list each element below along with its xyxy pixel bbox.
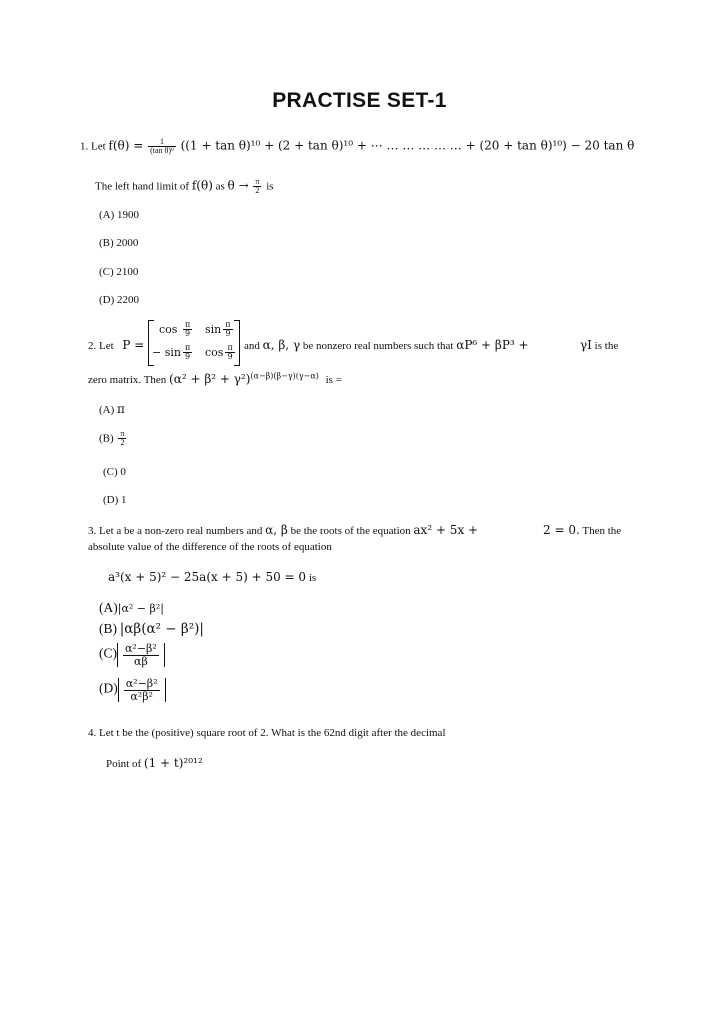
matrix-cell-21: [152, 344, 194, 362]
q3-opt-d-num: α²−β²: [125, 677, 158, 690]
q3-line1-text-c: Then the: [582, 525, 622, 537]
q3-opt-c-label: (C): [99, 645, 117, 661]
q2-p-equals: P =: [122, 338, 145, 352]
q3-option-d: [99, 678, 166, 702]
question-1-statement: [80, 138, 634, 156]
q3-line1-text-a: 3. Let a be a non-zero real numbers and: [88, 525, 263, 537]
q3-line1-text-b: be the roots of the equation: [290, 525, 411, 537]
q1-number: 1. Let: [80, 140, 106, 153]
q3-equation: [108, 570, 316, 584]
q1-two: 2: [255, 186, 260, 196]
q2-line2-text-b: is =: [325, 374, 342, 386]
q3-option-c: [99, 643, 165, 667]
q1-limit-func: f(θ): [191, 178, 213, 193]
q3-opt-d-label: (D): [99, 680, 118, 696]
q2-opt-a-value: π: [117, 402, 125, 416]
q3-line-2: absolute value of the difference of the roots of equation: [88, 541, 332, 553]
q2-equation-2: γI: [580, 338, 592, 352]
q2-line2-expr: (α² + β² + γ²): [169, 372, 251, 386]
q2-opt-a-label: (A): [99, 404, 115, 416]
q3-opt-c-den: αβ: [134, 654, 148, 668]
q2-lead: [88, 338, 144, 352]
m21-nine: 9: [185, 352, 191, 362]
page-title: PRACTISE SET-1: [272, 89, 447, 112]
m21-pi: π: [184, 343, 191, 352]
q2-opt-b-den: 2: [120, 438, 125, 448]
q1-limit-arrow: θ →: [227, 178, 249, 193]
q2-matrix: [148, 320, 240, 366]
m12-nine: 9: [225, 329, 231, 339]
m22-nine: 9: [227, 352, 233, 362]
q2-opt-b-label: (B): [99, 432, 114, 445]
q3-equation-expr: a³(x + 5)² − 25a(x + 5) + 50 = 0: [108, 570, 307, 584]
q2-text-b: be nonzero real numbers such that: [302, 340, 454, 352]
q4-line2-expr: (1 + t)²⁰¹²: [143, 756, 203, 770]
m11-pi: π: [184, 320, 191, 329]
q3-line-1: [88, 523, 478, 537]
q3-line-1-end: [543, 523, 621, 537]
q3-opt-b-label: (B): [99, 621, 117, 636]
q2-line2-text-a: zero matrix. Then: [88, 374, 167, 386]
matrix-cell-12: [205, 321, 235, 339]
q2-line-2: [88, 372, 342, 386]
q2-option-d: (D) 1: [103, 494, 127, 506]
m12-pi: π: [225, 320, 231, 329]
m12-text: sin: [205, 322, 222, 336]
q2-equation: αP⁶ + βP³ +: [456, 338, 529, 352]
q2-text-c: is the: [594, 340, 619, 352]
q1-option-c: (C) 2100: [99, 266, 139, 278]
q1-limit-text-b: as: [215, 180, 225, 193]
q1-option-a: (A) 1900: [99, 209, 140, 221]
q1-function: f(θ) =: [108, 138, 144, 153]
q2-statement-end: [580, 338, 618, 352]
q3-equation-is: is: [308, 572, 317, 584]
q1-expression: ((1 + tan θ)¹⁰ + (2 + tan θ)¹⁰ + ⋯ … … … … … + (20 + tan θ)¹⁰) − 20 tan θ: [180, 138, 635, 153]
q4-line-2: [106, 756, 203, 770]
q3-option-b: [99, 621, 204, 637]
q1-limit-text-c: is: [266, 180, 274, 193]
question-1-limit: [95, 178, 274, 196]
m11-text: cos: [159, 322, 178, 336]
q1-option-d: (D) 2200: [99, 294, 140, 306]
q2-option-b: [99, 430, 128, 448]
q3-opt-a-value: |α² − β²|: [117, 602, 164, 615]
q2-number: 2. Let: [88, 340, 114, 352]
q1-pi: π: [255, 177, 260, 186]
q1-frac-num: 1: [148, 138, 176, 147]
q3-line1-vars: α, β: [265, 523, 288, 537]
q2-opt-b-num: π: [120, 429, 125, 438]
q2-vars: α, β, γ: [262, 338, 301, 352]
m22-pi: π: [227, 343, 233, 352]
q3-opt-c-num: α²−β²: [125, 642, 157, 655]
q2-option-c: (C) 0: [103, 466, 126, 478]
q2-line2-exponent: (α−β)(β−γ)(γ−α): [250, 371, 319, 381]
matrix-cell-22: [205, 344, 237, 362]
m21-text: − sin: [152, 345, 181, 359]
q1-pi-over-2: [253, 178, 261, 196]
q3-opt-d-den: α²β²: [130, 689, 153, 703]
q1-fraction: [148, 138, 176, 156]
q4-line-1: 4. Let t be the (positive) square root of 2. What is the 62nd digit after the decimal: [88, 727, 446, 739]
q2-option-a: [99, 402, 125, 416]
q3-option-a: [99, 600, 164, 616]
q4-line2-text: Point of: [106, 758, 142, 770]
m11-nine: 9: [185, 329, 191, 339]
q2-text-a: and: [244, 340, 260, 352]
q1-frac-den: (tan θ)⁹: [150, 146, 174, 156]
q3-opt-a-label: (A): [99, 600, 118, 615]
matrix-cell-11: [159, 321, 194, 339]
m22-text: cos: [205, 345, 224, 359]
q1-option-b: (B) 2000: [99, 237, 139, 249]
q2-statement: [244, 338, 529, 352]
q3-line1-equation: ax² + 5x +: [413, 523, 479, 537]
q1-limit-text-a: The left hand limit of: [95, 180, 190, 193]
q3-opt-b-value: |αβ(α² − β²)|: [119, 621, 204, 637]
q3-line1-equation-2: 2 = 0.: [543, 523, 580, 537]
